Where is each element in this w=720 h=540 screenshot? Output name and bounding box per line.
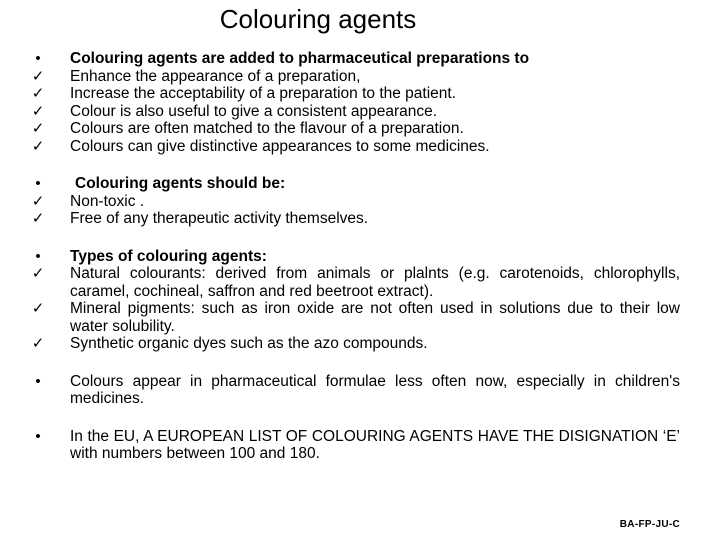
- intro-item-text: Enhance the appearance of a preparation,: [70, 67, 361, 85]
- note-text: Colours appear in pharmaceutical formulae less often now, especially in children's medicines.: [70, 372, 680, 407]
- intro-heading: Colouring agents are added to pharmaceutical preparations to: [70, 50, 530, 67]
- bullet-icon: •: [35, 427, 41, 445]
- slide-title-text: Colouring agents: [219, 4, 417, 34]
- intro-item: [30, 120, 680, 138]
- spacer: [30, 353, 680, 373]
- checkmark-icon: ✓: [31, 85, 45, 102]
- slide-content: [30, 50, 680, 463]
- slide-code: BA-FP-JU-C: [619, 519, 680, 530]
- should-be-heading: Colouring agents should be:: [75, 175, 286, 192]
- types-item-text: Natural colourants: derived from animals or plalnts (e.g. carotenoids, chlorophylls, caramel, cochineal, saffron and red beetroot extract).: [70, 265, 680, 300]
- intro-item: [30, 85, 680, 103]
- checkmark-icon: ✓: [31, 335, 45, 352]
- checkmark-icon: ✓: [31, 67, 45, 85]
- types-item: [30, 265, 680, 300]
- intro-item-text: Colour is also useful to give a consistent appearance.: [70, 102, 438, 120]
- checkmark-icon: ✓: [31, 102, 45, 120]
- should-be-item-text: Free of any therapeutic activity themselves.: [70, 210, 369, 227]
- note-text: In the EU, A EUROPEAN LIST OF COLOURING AGENTS HAVE THE DISIGNATION ‘E’ with numbers between 100 and 180.: [70, 427, 680, 462]
- note-row: [30, 373, 680, 408]
- intro-item-text: Colours are often matched to the flavour of a preparation.: [70, 120, 464, 137]
- spacer: [30, 408, 680, 428]
- types-item-text: Synthetic organic dyes such as the azo compounds.: [70, 335, 428, 352]
- checkmark-icon: ✓: [31, 137, 45, 155]
- spacer: [30, 155, 680, 175]
- intro-heading-row: [30, 50, 680, 68]
- bullet-icon: •: [35, 175, 41, 192]
- checkmark-icon: ✓: [31, 265, 45, 282]
- should-be-item: [30, 210, 680, 228]
- should-be-heading-row: [30, 175, 680, 193]
- checkmark-icon: ✓: [31, 192, 45, 210]
- types-item-text: Mineral pigments: such as iron oxide are not often used in solutions due to their low water solubility.: [70, 300, 680, 335]
- checkmark-icon: ✓: [31, 120, 45, 137]
- types-item: [30, 335, 680, 353]
- slide-title: [0, 4, 720, 34]
- intro-item-text: Colours can give distinctive appearances to some medicines.: [70, 137, 490, 155]
- bullet-icon: •: [35, 50, 41, 67]
- checkmark-icon: ✓: [31, 300, 45, 317]
- intro-item-text: Increase the acceptability of a preparation to the patient.: [70, 85, 457, 102]
- note-row: [30, 428, 680, 463]
- checkmark-icon: ✓: [31, 210, 45, 227]
- bullet-icon: •: [35, 247, 41, 265]
- spacer: [30, 228, 680, 248]
- intro-item: [30, 103, 680, 121]
- types-item: [30, 300, 680, 335]
- bullet-icon: •: [35, 372, 41, 390]
- types-heading: Types of colouring agents:: [70, 247, 267, 265]
- should-be-item-text: Non-toxic .: [70, 192, 145, 210]
- intro-item: [30, 138, 680, 156]
- intro-item: [30, 68, 680, 86]
- should-be-item: [30, 193, 680, 211]
- types-heading-row: [30, 248, 680, 266]
